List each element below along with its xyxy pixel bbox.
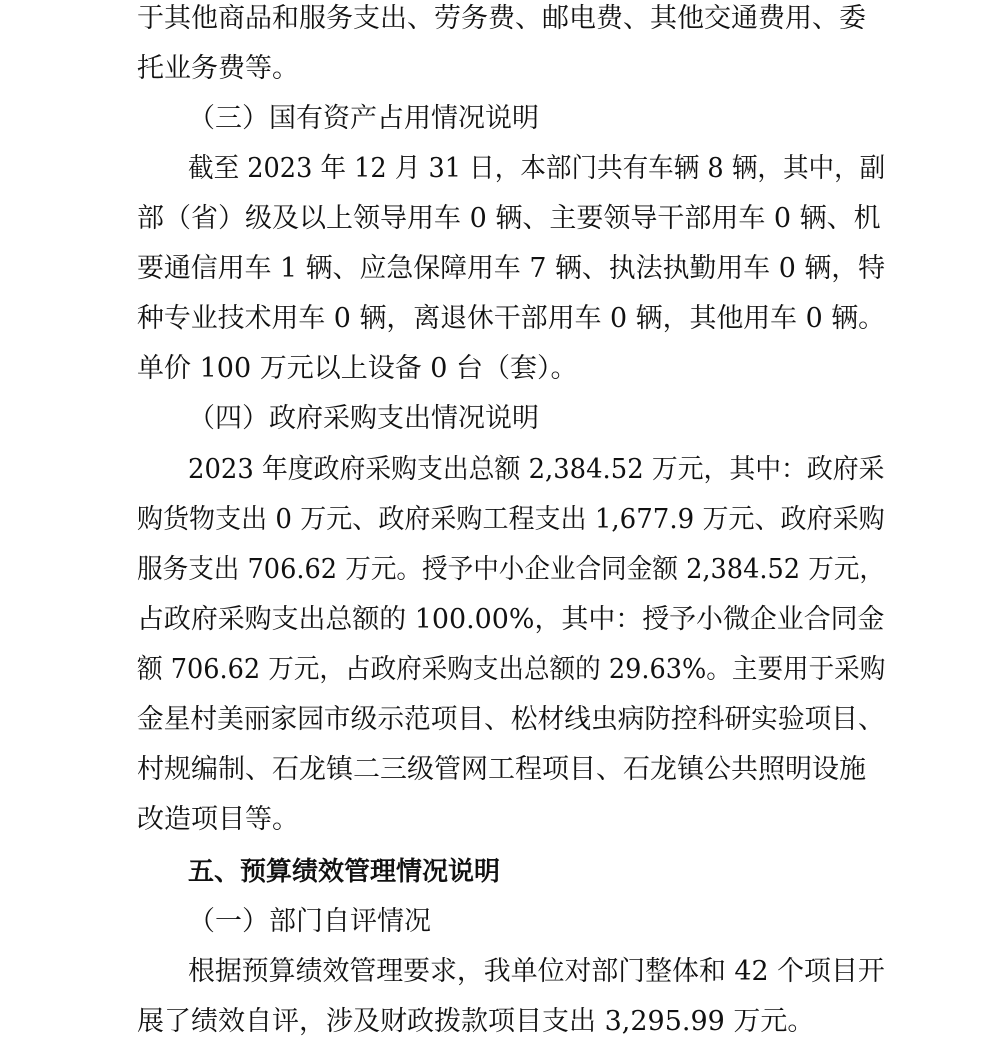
body-text-line: 服务支出 706.62 万元。授予中小企业合同金额 2,384.52 万元，	[137, 554, 886, 585]
body-text-line: 部（省）级及以上领导用车 0 辆、主要领导干部用车 0 辆、机	[137, 203, 881, 234]
body-text-line: 截至 2023 年 12 月 31 日，本部门共有车辆 8 辆，其中，副	[188, 153, 886, 184]
body-text-line: 金星村美丽家园市级示范项目、松材线虫病防控科研实验项目、	[137, 704, 885, 735]
body-text-line: 托业务费等。	[137, 53, 299, 84]
body-text-line: 村规编制、石龙镇二三级管网工程项目、石龙镇公共照明设施	[137, 754, 866, 785]
body-text-line: 展了绩效自评，涉及财政拨款项目支出 3,295.99 万元。	[137, 1006, 815, 1037]
subsection-heading: （三）国有资产占用情况说明	[188, 103, 539, 134]
body-text-line: 额 706.62 万元，占政府采购支出总额的 29.63%。主要用于采购	[137, 654, 886, 685]
subsection-heading: （一）部门自评情况	[188, 906, 431, 937]
body-text-line: 单价 100 万元以上设备 0 台（套）。	[137, 353, 578, 384]
body-text-line: 2023 年度政府采购支出总额 2,384.52 万元，其中：政府采	[188, 454, 885, 485]
body-text-line: 购货物支出 0 万元、政府采购工程支出 1,677.9 万元、政府采购	[137, 504, 885, 535]
body-text-line: 种专业技术用车 0 辆，离退休干部用车 0 辆，其他用车 0 辆。	[137, 303, 886, 334]
body-text-line: 根据预算绩效管理要求，我单位对部门整体和 42 个项目开	[188, 956, 885, 987]
body-text-line: 于其他商品和服务支出、劳务费、邮电费、其他交通费用、委	[137, 3, 866, 34]
body-text-line: 改造项目等。	[137, 804, 299, 835]
subsection-heading: （四）政府采购支出情况说明	[188, 403, 539, 434]
section-heading: 五、预算绩效管理情况说明	[188, 857, 501, 887]
body-text-line: 要通信用车 1 辆、应急保障用车 7 辆、执法执勤用车 0 辆，特	[137, 253, 886, 284]
body-text-line: 占政府采购支出总额的 100.00%，其中：授予小微企业合同金	[137, 604, 885, 635]
